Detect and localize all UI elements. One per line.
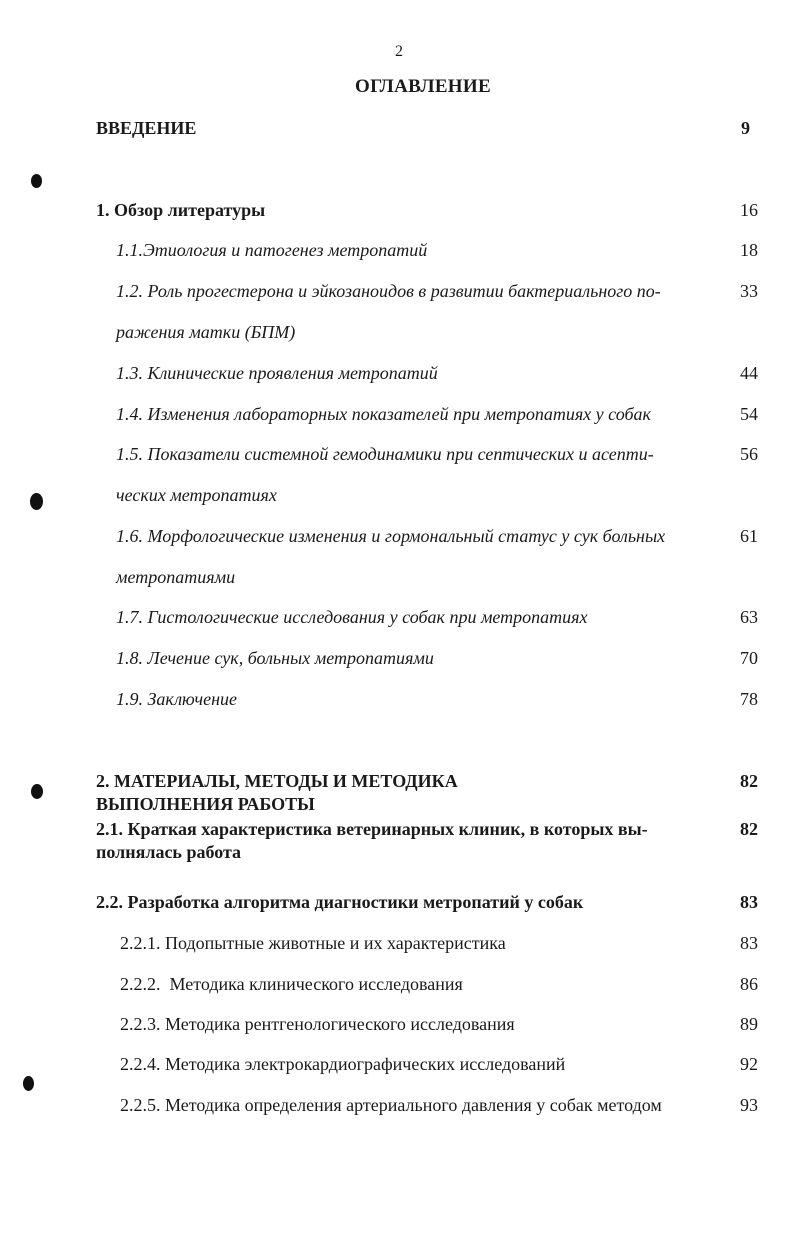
scan-mark (31, 784, 43, 799)
toc-entry-s1-6 (116, 526, 758, 588)
toc-entry-text: 1.3. Клинические проявления метропатий (116, 363, 438, 383)
toc-entry-s1-4 (116, 404, 758, 426)
toc-entry-s1-9 (116, 689, 758, 711)
toc-entry-s2-2-2 (120, 974, 758, 996)
toc-entry-page: 78 (740, 689, 758, 709)
toc-entry-text: 1. Обзор литературы (96, 200, 266, 220)
toc-entry-s1-1 (116, 240, 758, 262)
toc-entry-s1-2 (116, 281, 758, 343)
toc-entry-page: 86 (740, 974, 758, 994)
toc-entry-s2-2-4 (120, 1054, 758, 1076)
toc-entry-page: 83 (740, 892, 758, 912)
toc-entry-page: 89 (740, 1014, 758, 1034)
toc-entry-s2-1 (96, 819, 758, 863)
toc-entry-s2-2-1 (120, 933, 758, 955)
toc-entry-text-line1: 1.2. Роль прогестерона и эйкозаноидов в развитии бактериального по- (116, 281, 661, 301)
toc-entry-text-line2: ражения матки (БПМ) (116, 322, 296, 342)
toc-entry-text-line2: полнялась работа (96, 842, 242, 862)
toc-entry-text: 1.1.Этиология и патогенез метропатий (116, 240, 428, 260)
scan-mark (23, 1076, 34, 1091)
toc-entry-s1 (96, 200, 758, 222)
toc-entry-page: 44 (740, 363, 758, 383)
toc-entry-s2-2-5 (120, 1095, 758, 1117)
toc-entry-text-line2: ческих метропатиях (116, 485, 277, 505)
toc-entry-text-line2: метропатиями (116, 567, 236, 587)
toc-entry-s1-5 (116, 444, 758, 506)
toc-entry-text: 1.4. Изменения лабораторных показателей при метропатиях у собак (116, 404, 651, 424)
toc-entry-page: 63 (740, 607, 758, 627)
toc-entry-s2-2 (96, 892, 758, 914)
toc-entry-intro (96, 118, 750, 140)
toc-entry-page: 82 (740, 771, 758, 791)
toc-entry-s1-3 (116, 363, 758, 385)
toc-entry-page: 16 (740, 200, 758, 220)
toc-entry-text: 2.2.3. Методика рентгенологического исследования (120, 1014, 515, 1034)
scan-mark (30, 493, 43, 510)
toc-entry-text-line1: 2.1. Краткая характеристика ветеринарных клиник, в которых вы- (96, 819, 648, 839)
page-title: ОГЛАВЛЕНИЕ (355, 76, 491, 97)
toc-entry-s2 (96, 771, 758, 815)
toc-entry-page: 18 (740, 240, 758, 260)
toc-entry-text: 2.2.4. Методика электрокардиографических исследований (120, 1054, 566, 1074)
toc-entry-text: 1.8. Лечение сук, больных метропатиями (116, 648, 434, 668)
toc-entry-text: 2.2.1. Подопытные животные и их характеристика (120, 933, 506, 953)
toc-entry-text-line2: ВЫПОЛНЕНИЯ РАБОТЫ (96, 794, 315, 814)
toc-entry-page: 54 (740, 404, 758, 424)
toc-entry-page: 93 (740, 1095, 758, 1115)
toc-entry-text: 1.7. Гистологические исследования у собак при метропатиях (116, 607, 588, 627)
toc-entry-page: 92 (740, 1054, 758, 1074)
toc-entry-text: ВВЕДЕНИЕ (96, 118, 197, 138)
toc-entry-s1-7 (116, 607, 758, 629)
toc-entry-text-line1: 1.5. Показатели системной гемодинамики при септических и асепти- (116, 444, 654, 464)
toc-entry-s2-2-3 (120, 1014, 758, 1036)
toc-entry-text: 1.9. Заключение (116, 689, 237, 709)
toc-entry-page: 82 (740, 819, 758, 839)
toc-entry-text: 2.2.2. Методика клинического исследования (120, 974, 463, 994)
toc-entry-text-line1: 1.6. Морфологические изменения и гормональный статус у сук больных (116, 526, 666, 546)
toc-entry-page: 70 (740, 648, 758, 668)
toc-entry-page: 83 (740, 933, 758, 953)
page-number: 2 (395, 43, 403, 60)
scan-mark (31, 174, 42, 188)
toc-entry-text: 2.2. Разработка алгоритма диагностики метропатий у собак (96, 892, 584, 912)
toc-entry-page: 33 (740, 281, 758, 301)
toc-entry-s1-8 (116, 648, 758, 670)
toc-entry-text: 2.2.5. Методика определения артериального давления у собак методом (120, 1095, 662, 1115)
toc-entry-page: 9 (741, 118, 750, 138)
toc-entry-page: 61 (740, 526, 758, 546)
toc-entry-page: 56 (740, 444, 758, 464)
toc-entry-text-line1: 2. МАТЕРИАЛЫ, МЕТОДЫ И МЕТОДИКА (96, 771, 458, 791)
